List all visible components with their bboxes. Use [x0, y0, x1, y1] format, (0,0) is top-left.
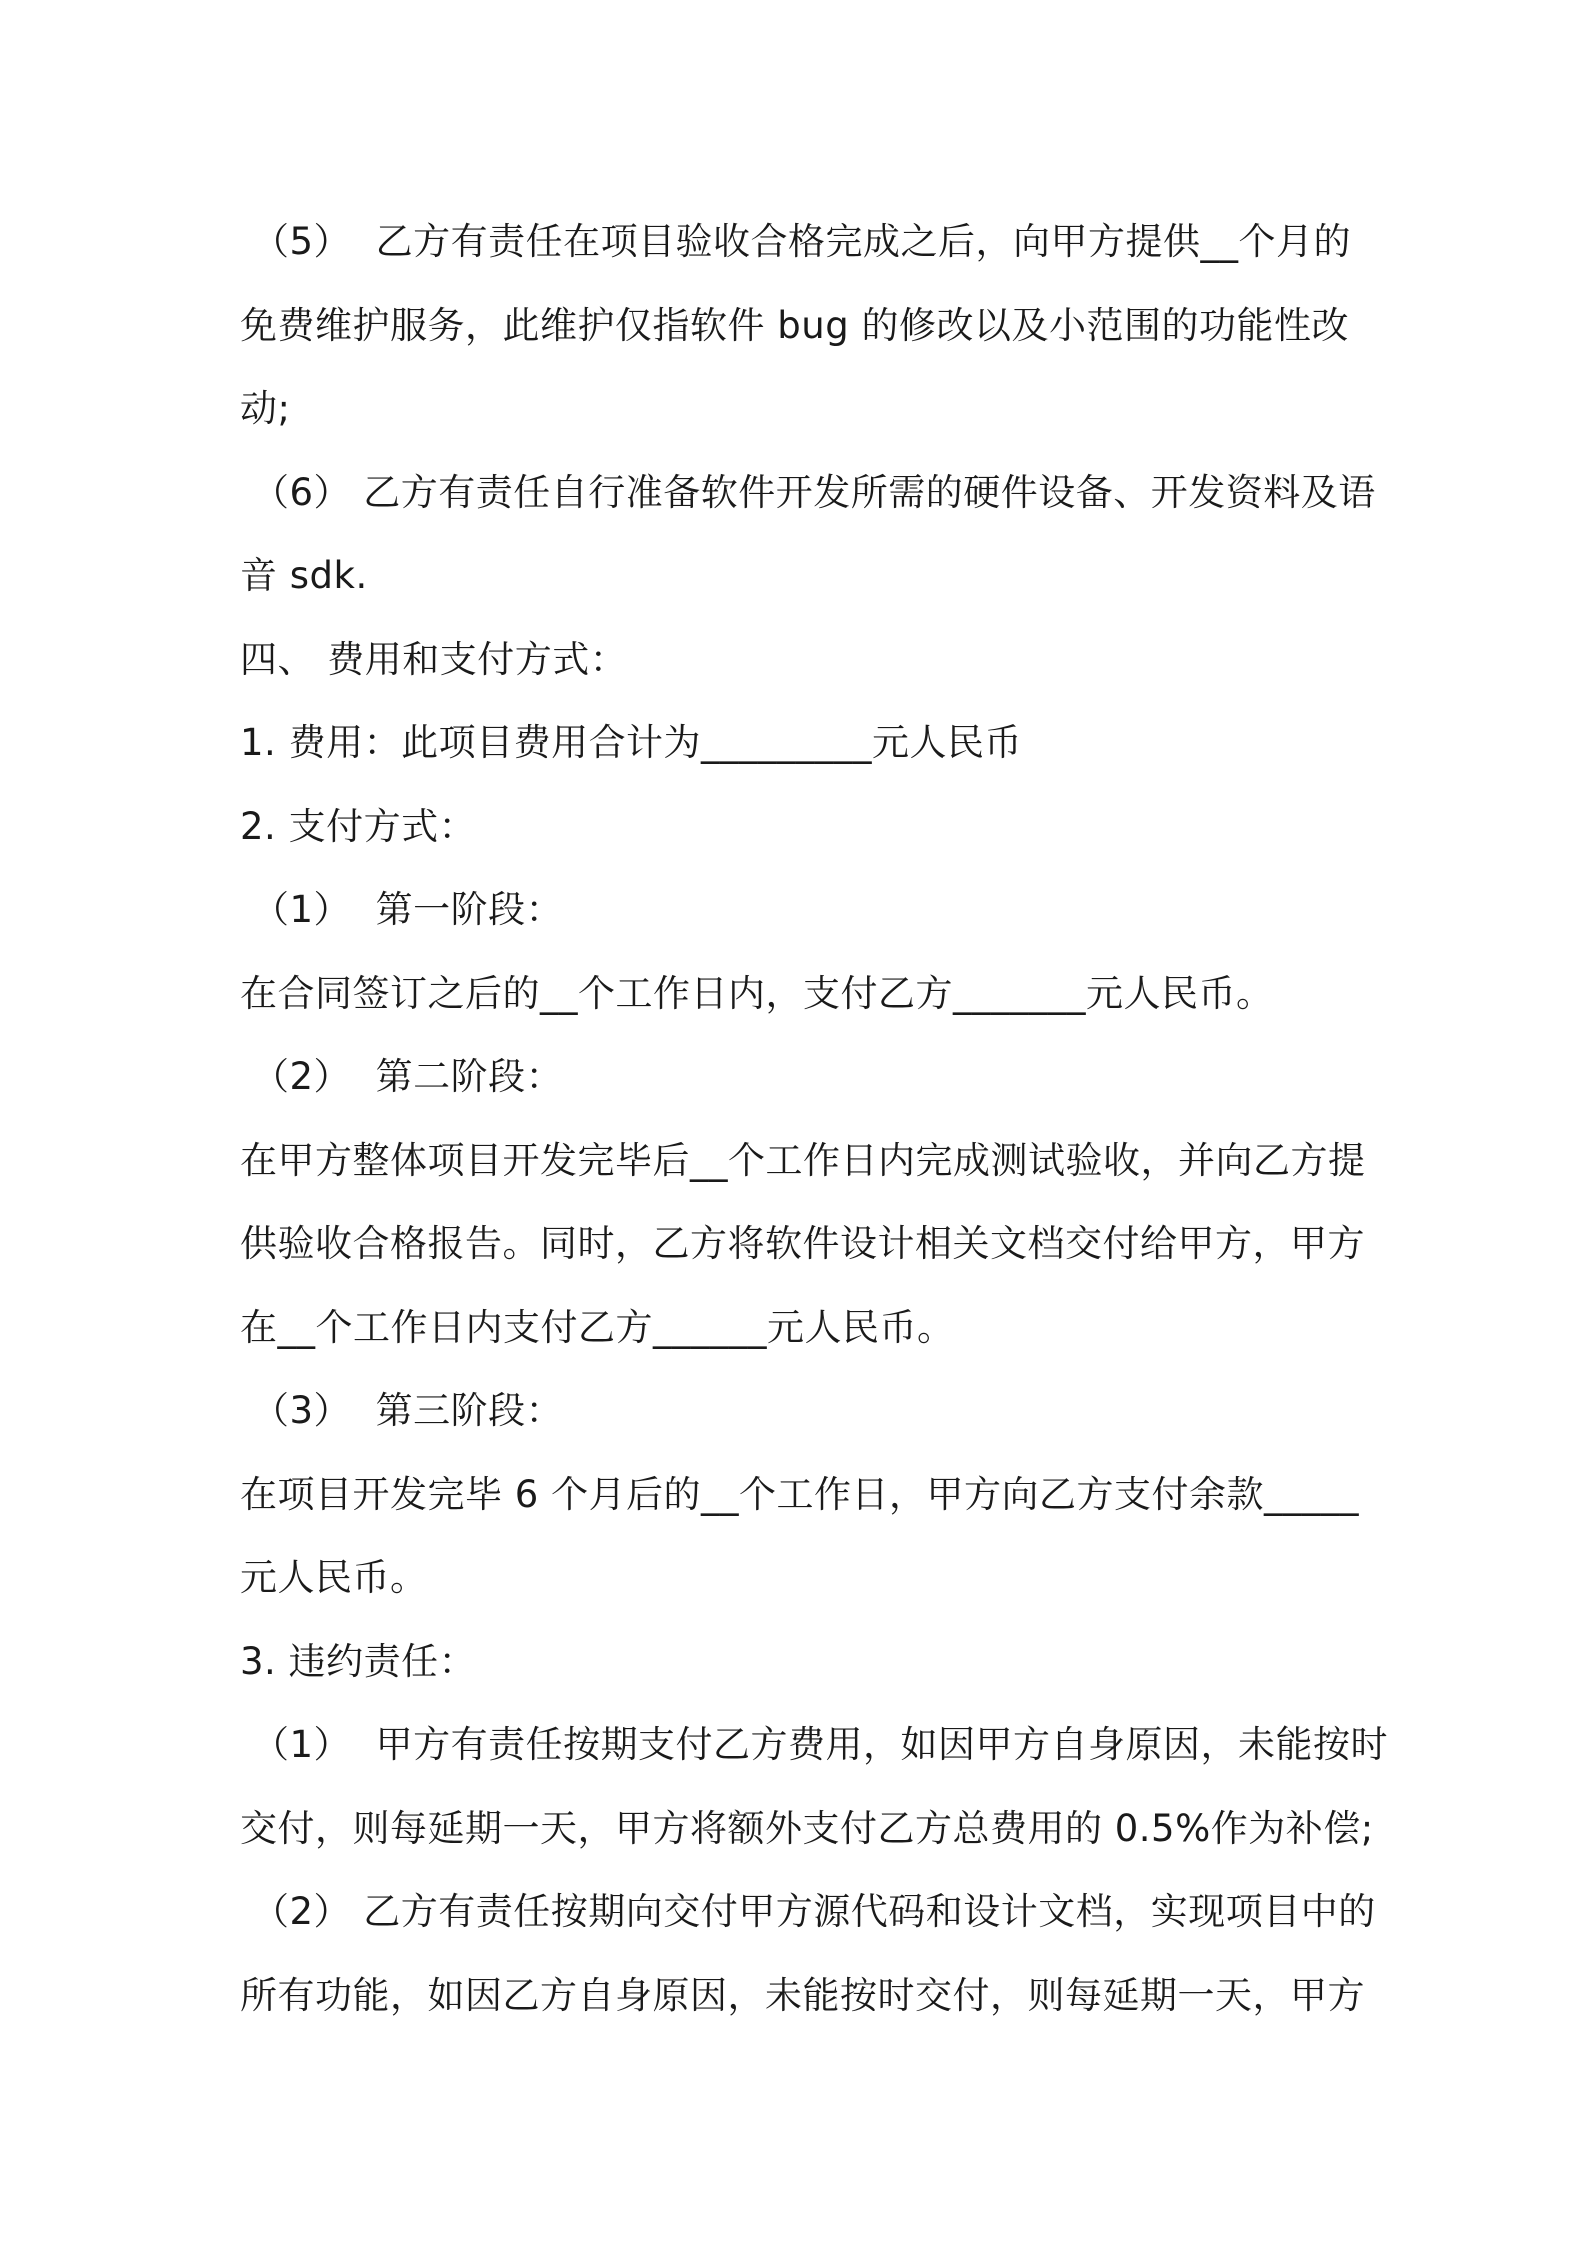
stage-2-text-line-3: 在__个工作日内支付乙方______元人民币。 — [240, 1305, 955, 1349]
stage-2-text-line-1: 在甲方整体项目开发完毕后__个工作日内完成测试验收，并向乙方提 — [240, 1138, 1366, 1182]
fee-line: 1. 费用：此项目费用合计为_________元人民币 — [240, 721, 1023, 764]
stage-2-heading: （2） 第二阶段： — [252, 1055, 564, 1098]
clause-5-line-3: 动; — [240, 387, 291, 430]
breach-2-line-1: （2） 乙方有责任按期向交付甲方源代码和设计文档，实现项目中的 — [252, 1890, 1376, 1933]
breach-1-line-1: （1） 甲方有责任按期支付乙方费用，如因甲方自身原因，未能按时 — [252, 1723, 1389, 1766]
clause-6-line-2: 音 sdk. — [240, 554, 368, 597]
breach-2-line-2: 所有功能，如因乙方自身原因，未能按时交付，则每延期一天，甲方 — [240, 1973, 1365, 2017]
clause-5-line-1: （5） 乙方有责任在项目验收合格完成之后，向甲方提供__个月的 — [252, 220, 1352, 263]
payment-method-heading: 2. 支付方式： — [240, 804, 477, 848]
document-body — [240, 200, 1389, 2037]
stage-3-text-line-2: 元人民币。 — [240, 1556, 428, 1599]
stage-1-text: 在合同签订之后的__个工作日内，支付乙方_______元人民币。 — [240, 971, 1274, 1015]
breach-heading: 3. 违约责任： — [240, 1639, 477, 1683]
section-4-heading: 四、 费用和支付方式： — [240, 637, 628, 681]
clause-5-line-2: 免费维护服务，此维护仅指软件 bug 的修改以及小范围的功能性改 — [240, 303, 1349, 347]
stage-3-heading: （3） 第三阶段： — [252, 1389, 564, 1432]
clause-6-line-1: （6） 乙方有责任自行准备软件开发所需的硬件设备、开发资料及语 — [252, 470, 1376, 514]
stage-3-text-line-1: 在项目开发完毕 6 个月后的__个工作日，甲方向乙方支付余款_____ — [240, 1472, 1360, 1516]
stage-2-text-line-2: 供验收合格报告。同时，乙方将软件设计相关文档交付给甲方，甲方 — [240, 1222, 1365, 1265]
stage-1-heading: （1） 第一阶段： — [252, 888, 564, 931]
breach-1-line-2: 交付，则每延期一天，甲方将额外支付乙方总费用的 0.5%作为补偿; — [240, 1806, 1374, 1850]
